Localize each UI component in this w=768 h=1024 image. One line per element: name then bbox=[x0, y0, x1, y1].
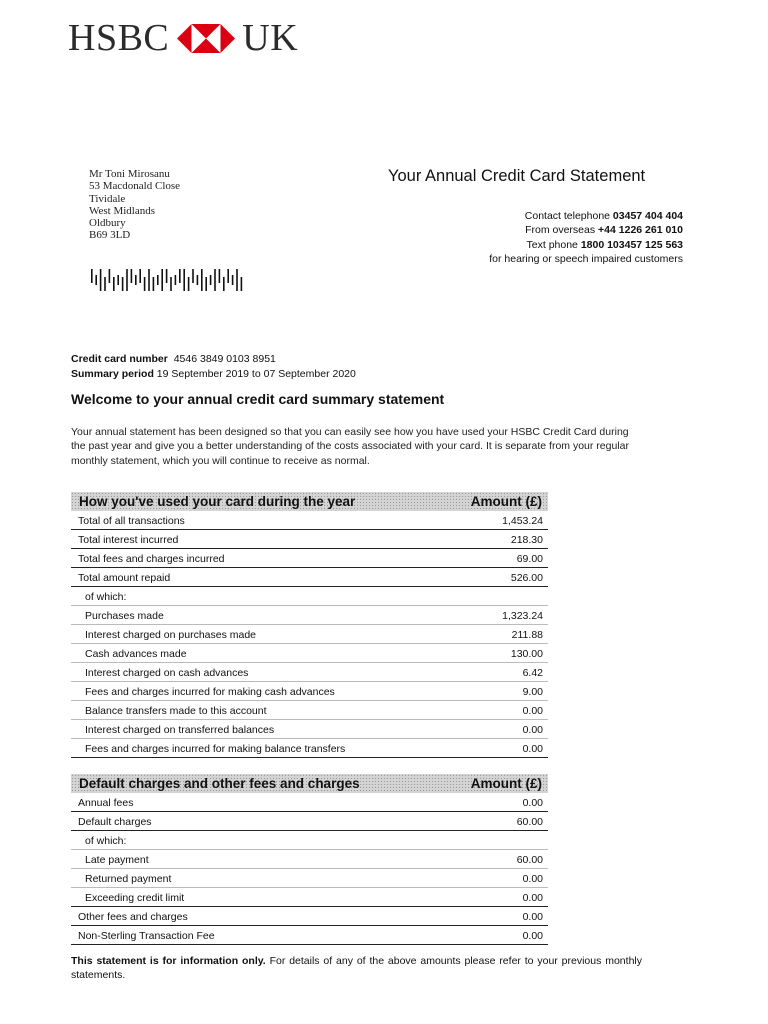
overseas-number: +44 1226 261 010 bbox=[598, 224, 683, 237]
table-row bbox=[71, 644, 548, 663]
barcode-bar bbox=[122, 277, 124, 291]
footer-text: For details of any of the above amounts please refer to your previous monthly statements. bbox=[71, 955, 642, 981]
hsbc-uk-logo bbox=[68, 18, 298, 58]
usage-table-header bbox=[71, 492, 548, 511]
card-info bbox=[71, 352, 356, 381]
table-row bbox=[71, 869, 548, 888]
row-label: Other fees and charges bbox=[78, 911, 188, 923]
row-amount: 0.00 bbox=[522, 892, 543, 904]
row-amount: 0.00 bbox=[522, 873, 543, 885]
barcode-bar bbox=[214, 269, 216, 291]
table-row bbox=[71, 625, 548, 644]
customer-address bbox=[89, 168, 180, 242]
usage-table-heading: How you've used your card during the year bbox=[79, 494, 356, 509]
row-label: Cash advances made bbox=[85, 648, 187, 660]
barcode-bar bbox=[219, 269, 221, 283]
barcode-bar bbox=[170, 277, 172, 291]
footer-note bbox=[71, 954, 642, 982]
fees-table bbox=[71, 774, 548, 945]
row-amount: 0.00 bbox=[522, 724, 543, 736]
textphone-number: 1800 103457 125 563 bbox=[580, 238, 683, 251]
telephone-label: Contact telephone bbox=[524, 210, 610, 222]
row-label: Default charges bbox=[78, 816, 152, 828]
table-row bbox=[71, 663, 548, 682]
barcode-bar bbox=[183, 269, 185, 291]
barcode-bar bbox=[232, 275, 234, 285]
fees-table-header bbox=[71, 774, 548, 793]
row-amount: 0.00 bbox=[522, 911, 543, 923]
telephone-number: 03457 404 404 bbox=[612, 210, 683, 222]
barcode-bar bbox=[131, 269, 133, 283]
card-number-line bbox=[71, 352, 356, 367]
row-amount: 1,323.24 bbox=[502, 610, 543, 622]
barcode-bar bbox=[126, 269, 128, 291]
row-label: Fees and charges incurred for making balance transfers bbox=[85, 743, 346, 755]
barcode-bar bbox=[95, 275, 97, 285]
table-row bbox=[71, 907, 548, 926]
row-label: Total of all transactions bbox=[78, 515, 185, 527]
overseas-label: From overseas bbox=[525, 224, 596, 237]
barcode-bar bbox=[188, 277, 190, 291]
row-amount: 526.00 bbox=[510, 572, 543, 584]
usage-table-rows bbox=[71, 511, 548, 758]
barcode-bar bbox=[117, 275, 119, 285]
brand-hsbc: HSBC bbox=[68, 17, 170, 59]
row-label: Total amount repaid bbox=[78, 572, 171, 584]
address-line: 53 Macdonald Close bbox=[89, 180, 181, 193]
barcode-bar bbox=[135, 275, 137, 285]
row-label: Annual fees bbox=[78, 797, 134, 809]
row-label: Exceeding credit limit bbox=[85, 892, 185, 904]
table-row bbox=[71, 511, 548, 530]
barcode-bar bbox=[227, 269, 229, 283]
row-label: Late payment bbox=[85, 854, 149, 866]
barcode-bar bbox=[100, 269, 102, 291]
row-amount: 218.30 bbox=[510, 534, 543, 546]
textphone-label: Text phone bbox=[526, 238, 578, 251]
postal-barcode bbox=[89, 269, 245, 291]
row-label: Balance transfers made to this account bbox=[85, 705, 267, 717]
intro-paragraph: Your annual statement has been designed so that you can easily see how you have used your HSBC Credit Card during the past year and give you a better understanding of the costs associated with your card. It is separate from your regular monthly statement, which you will continue to receive as normal. bbox=[71, 426, 629, 467]
barcode-bar bbox=[148, 269, 150, 291]
brand-uk: UK bbox=[242, 17, 299, 59]
address-line: West Midlands bbox=[89, 204, 156, 217]
row-label: Total interest incurred bbox=[78, 534, 179, 546]
row-label: Total fees and charges incurred bbox=[78, 553, 225, 565]
row-amount: 1,453.24 bbox=[502, 515, 543, 527]
contact-overseas bbox=[489, 223, 683, 237]
contact-telephone bbox=[489, 209, 683, 223]
row-amount: 0.00 bbox=[522, 705, 543, 717]
contact-info bbox=[489, 209, 683, 266]
address-line: Oldbury bbox=[89, 217, 126, 230]
table-row bbox=[71, 587, 548, 606]
address-line: Mr Toni Mirosanu bbox=[89, 168, 170, 180]
row-label: Interest charged on transferred balances bbox=[85, 724, 275, 736]
table-row bbox=[71, 606, 548, 625]
table-row bbox=[71, 831, 548, 850]
row-label: of which: bbox=[85, 835, 127, 847]
table-row bbox=[71, 701, 548, 720]
barcode-bar bbox=[241, 277, 243, 291]
table-row bbox=[71, 720, 548, 739]
usage-table bbox=[71, 492, 548, 758]
row-label: Non-Sterling Transaction Fee bbox=[78, 930, 215, 942]
usage-amount-heading: Amount (£) bbox=[470, 494, 542, 509]
row-amount: 60.00 bbox=[516, 816, 543, 828]
barcode-bar bbox=[201, 269, 203, 291]
barcode-bar bbox=[175, 275, 177, 285]
table-row bbox=[71, 530, 548, 549]
footer-bold: This statement is for information only. bbox=[71, 955, 266, 967]
card-number-label: Credit card number bbox=[71, 353, 168, 365]
row-amount: 0.00 bbox=[522, 797, 543, 809]
table-row bbox=[71, 549, 548, 568]
barcode-bar bbox=[109, 269, 111, 283]
barcode-bar bbox=[139, 269, 141, 283]
barcode-bar bbox=[166, 269, 168, 283]
row-amount: 211.88 bbox=[511, 629, 543, 641]
barcode-bar bbox=[192, 269, 194, 283]
barcode-bar bbox=[223, 277, 225, 291]
address-line: Tividale bbox=[89, 192, 126, 205]
barcode-bar bbox=[153, 277, 155, 291]
welcome-heading: Welcome to your annual credit card summary statement bbox=[71, 391, 445, 407]
table-row bbox=[71, 682, 548, 701]
barcode-bar bbox=[210, 275, 212, 285]
barcode-bar bbox=[179, 269, 181, 283]
fees-table-rows bbox=[71, 793, 548, 945]
summary-period: 19 September 2019 to 07 September 2020 bbox=[156, 367, 356, 380]
barcode-bar bbox=[113, 277, 115, 291]
hsbc-hexagon-icon bbox=[177, 24, 235, 53]
barcode-bar bbox=[104, 277, 106, 291]
barcode-bar bbox=[144, 277, 146, 291]
row-amount: 69.00 bbox=[516, 553, 543, 565]
barcode-bar bbox=[236, 269, 238, 291]
table-row bbox=[71, 793, 548, 812]
row-amount: 6.42 bbox=[522, 667, 543, 679]
row-label: Interest charged on purchases made bbox=[85, 629, 257, 641]
barcode-bar bbox=[205, 277, 207, 291]
fees-table-heading: Default charges and other fees and charges bbox=[79, 776, 360, 791]
table-row bbox=[71, 850, 548, 869]
address-line: B69 3LD bbox=[89, 229, 131, 242]
fees-amount-heading: Amount (£) bbox=[470, 776, 542, 791]
table-row bbox=[71, 888, 548, 907]
summary-period-line bbox=[71, 367, 356, 382]
row-amount: 130.00 bbox=[510, 648, 543, 660]
row-label: of which: bbox=[85, 591, 127, 603]
table-row bbox=[71, 739, 548, 758]
row-label: Interest charged on cash advances bbox=[85, 667, 249, 679]
row-label: Returned payment bbox=[85, 873, 172, 885]
barcode-bar bbox=[161, 269, 163, 291]
row-amount: 0.00 bbox=[522, 930, 543, 942]
row-amount: 0.00 bbox=[522, 743, 543, 755]
row-label: Purchases made bbox=[85, 610, 164, 622]
table-row bbox=[71, 568, 548, 587]
table-row bbox=[71, 812, 548, 831]
statement-title: Your Annual Credit Card Statement bbox=[388, 167, 646, 185]
row-amount: 9.00 bbox=[522, 686, 543, 698]
row-amount: 60.00 bbox=[516, 854, 543, 866]
barcode-bar bbox=[157, 275, 159, 285]
barcode-bar bbox=[197, 275, 199, 285]
summary-period-label: Summary period bbox=[71, 367, 154, 380]
row-label: Fees and charges incurred for making cash advances bbox=[85, 686, 335, 698]
contact-textphone bbox=[489, 238, 683, 252]
card-number: 4546 3849 0103 8951 bbox=[173, 353, 276, 365]
barcode-bar bbox=[91, 269, 93, 283]
contact-note: for hearing or speech impaired customers bbox=[489, 252, 683, 265]
table-row bbox=[71, 926, 548, 945]
